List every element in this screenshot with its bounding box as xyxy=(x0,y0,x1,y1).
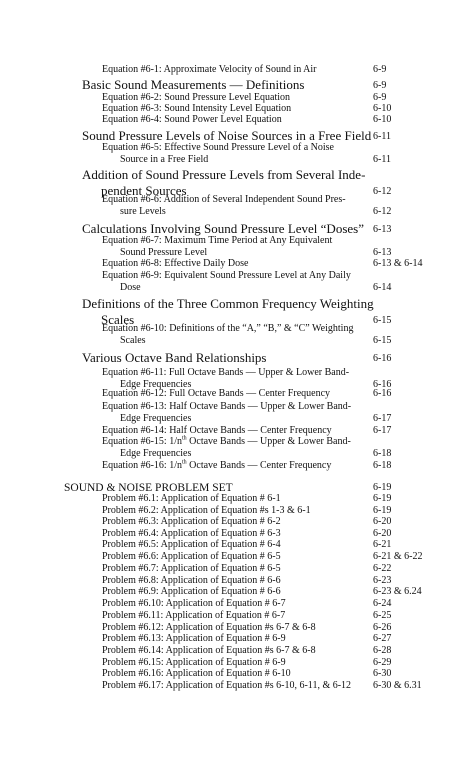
page-number: 6-21 xyxy=(373,539,392,550)
page-number: 6-11 xyxy=(373,131,391,142)
problem-title: Problem #6.10: Application of Equation # 6-7 xyxy=(102,598,286,609)
page-number: 6-20 xyxy=(373,528,392,539)
equation-title: Equation #6-7: Maximum Time Period at Any Equivalent xyxy=(102,235,333,246)
page-number: 6-25 xyxy=(373,610,392,621)
page-number: 6-23 & 6.24 xyxy=(373,586,422,597)
equation-title: Scales xyxy=(120,334,146,346)
page-number: 6-30 & 6.31 xyxy=(373,680,422,691)
equation-title: Equation #6-6: Addition of Several Independent Sound Pres- xyxy=(102,194,346,205)
equation-title: Edge Frequencies xyxy=(120,412,192,424)
page-number: 6-16 xyxy=(373,353,392,364)
section-title: Definitions of the Three Common Frequency Weighting xyxy=(82,296,374,311)
equation-title: Equation #6-10: Definitions of the “A,” “B,” & “C” Weighting xyxy=(102,323,354,334)
equation-title: Equation #6-8: Effective Daily Dose xyxy=(102,258,249,269)
section-title: Various Octave Band Relationships xyxy=(82,350,267,365)
section-title: pendent Sources xyxy=(101,182,187,198)
page-number: 6-18 xyxy=(373,460,392,471)
page-number: 6-14 xyxy=(373,281,392,293)
equation-title: Equation #6-14: Half Octave Bands — Center Frequency xyxy=(102,425,332,436)
page-number: 6-23 xyxy=(373,575,392,586)
page-number: 6-30 xyxy=(373,668,392,679)
equation-title: Equation #6-3: Sound Intensity Level Equation xyxy=(102,103,292,114)
page-number: 6-9 xyxy=(373,80,387,91)
page-number: 6-29 xyxy=(373,657,392,668)
problem-title: Problem #6.2: Application of Equation #s 1-3 & 6-1 xyxy=(102,505,311,516)
equation-title: Source in a Free Field xyxy=(120,153,209,165)
problem-title: Problem #6.13: Application of Equation # 6-9 xyxy=(102,633,286,644)
page-number: 6-17 xyxy=(373,412,392,424)
page-number: 6-15 xyxy=(373,334,392,346)
problem-title: Problem #6.5: Application of Equation # 6-4 xyxy=(102,539,281,550)
equation-title: Equation #6-5: Effective Sound Pressure Level of a Noise xyxy=(102,142,334,153)
equation-title: Equation #6-13: Half Octave Bands — Upper & Lower Band- xyxy=(102,401,352,412)
section-title: Scales xyxy=(101,311,135,327)
page-number: 6-9 xyxy=(373,92,387,103)
equation-title: Equation #6-9: Equivalent Sound Pressure Level at Any Daily xyxy=(102,270,351,281)
problem-title: Problem #6.14: Application of Equation #s 6-7 & 6-8 xyxy=(102,645,316,656)
problem-title: Problem #6.3: Application of Equation # 6-2 xyxy=(102,516,281,527)
equation-title: Equation #6-2: Sound Pressure Level Equation xyxy=(102,92,291,103)
problem-title: Problem #6.9: Application of Equation # 6-6 xyxy=(102,586,281,597)
problem-title: Problem #6.17: Application of Equation #s 6-10, 6-11, & 6-12 xyxy=(102,680,352,691)
page-number: 6-27 xyxy=(373,633,392,644)
chapter-title: SOUND & NOISE PROBLEM SET xyxy=(64,482,233,494)
page-number: 6-16 xyxy=(373,378,392,390)
equation-title: Edge Frequencies xyxy=(120,378,192,390)
section-title: Sound Pressure Levels of Noise Sources in a Free Field xyxy=(82,128,372,143)
page-number: 6-20 xyxy=(373,516,392,527)
problem-title: Problem #6.8: Application of Equation # 6-6 xyxy=(102,575,281,586)
equation-title: Sound Pressure Level xyxy=(120,246,208,258)
equation-title: Equation #6-1: Approximate Velocity of Sound in Air xyxy=(102,64,317,75)
section-title: Addition of Sound Pressure Levels from Several Inde- xyxy=(82,167,366,182)
page-number: 6-19 xyxy=(373,493,392,504)
page-number: 6-13 xyxy=(373,246,392,258)
page-number: 6-11 xyxy=(373,153,391,165)
equation-title: Edge Frequencies xyxy=(120,447,192,459)
problem-title: Problem #6.16: Application of Equation # 6-10 xyxy=(102,668,291,679)
page-number: 6-13 xyxy=(373,224,392,235)
page-number: 6-10 xyxy=(373,114,392,125)
equation-title: Dose xyxy=(120,281,141,293)
equation-title: Equation #6-15: $1/n^{th}$ Octave Bands — Upper & Lower Band- xyxy=(102,435,351,447)
page-number: 6-21 & 6-22 xyxy=(373,551,423,562)
page-number: 6-13 & 6-14 xyxy=(373,258,423,269)
page-number: 6-18 xyxy=(373,447,392,459)
page-number: 6-9 xyxy=(373,64,387,75)
equation-title: Equation #6-11: Full Octave Bands — Upper & Lower Band- xyxy=(102,367,350,378)
page-number: 6-19 xyxy=(373,482,392,493)
page-number: 6-16 xyxy=(373,388,392,399)
page-number: 6-24 xyxy=(373,598,392,609)
problem-title: Problem #6.11: Application of Equation # 6-7 xyxy=(102,610,286,621)
equation-title: Equation #6-4: Sound Power Level Equation xyxy=(102,114,282,125)
equation-title: Equation #6-12: Full Octave Bands — Center Frequency xyxy=(102,388,331,399)
problem-title: Problem #6.1: Application of Equation # 6-1 xyxy=(102,493,281,504)
problem-title: Problem #6.15: Application of Equation # 6-9 xyxy=(102,657,286,668)
problem-title: Problem #6.7: Application of Equation # 6-5 xyxy=(102,563,281,574)
page-number: 6-28 xyxy=(373,645,392,656)
problem-title: Problem #6.6: Application of Equation # 6-5 xyxy=(102,551,281,562)
page-number: 6-19 xyxy=(373,505,392,516)
page-number: 6-17 xyxy=(373,425,392,436)
page-number: 6-26 xyxy=(373,622,392,633)
section-title: Basic Sound Measurements — Definitions xyxy=(82,77,305,92)
page-number: 6-12 xyxy=(373,205,392,217)
page-number: 6-22 xyxy=(373,563,392,574)
page-number: 6-12 xyxy=(373,185,392,197)
problem-title: Problem #6.12: Application of Equation #s 6-7 & 6-8 xyxy=(102,622,316,633)
equation-title: Equation #6-16: $1/n^{th}$ Octave Bands — Center Frequency xyxy=(102,459,332,471)
page-number: 6-10 xyxy=(373,103,392,114)
problem-title: Problem #6.4: Application of Equation # 6-3 xyxy=(102,528,281,539)
section-title: Calculations Involving Sound Pressure Level “Doses” xyxy=(82,221,364,236)
page-number: 6-15 xyxy=(373,314,392,326)
equation-title: sure Levels xyxy=(120,205,166,217)
